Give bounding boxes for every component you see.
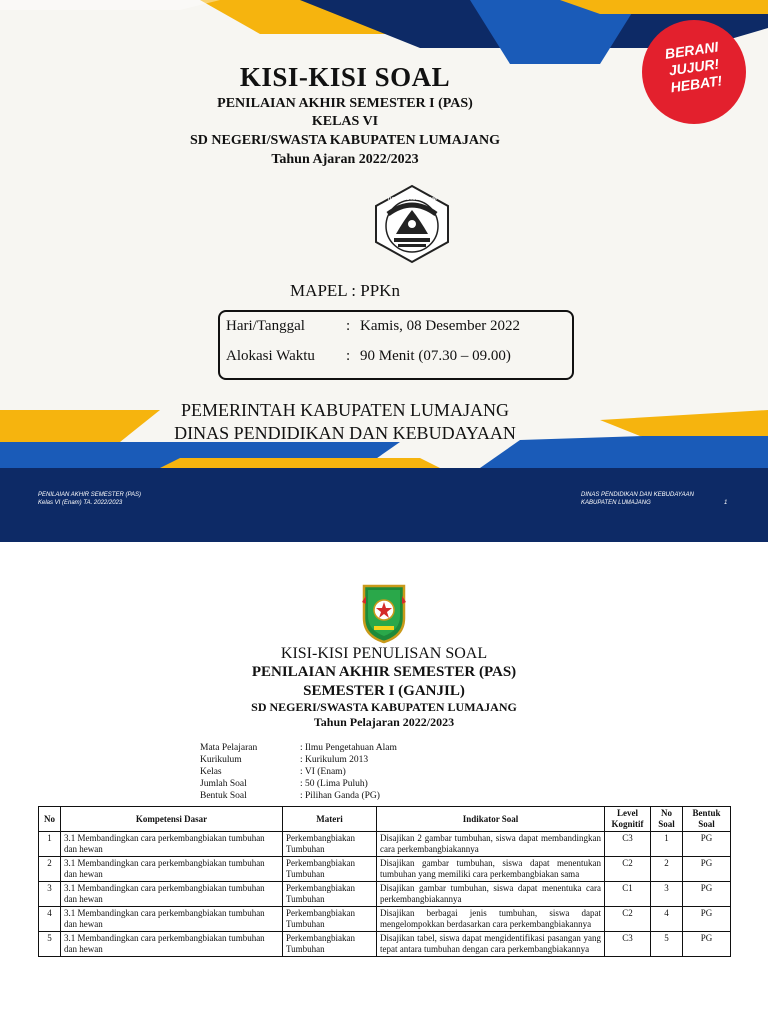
cell-no: 2 <box>39 857 61 882</box>
table-header-row <box>39 807 731 832</box>
cell-question-no: 2 <box>651 857 683 882</box>
cell-no: 4 <box>39 907 61 932</box>
cell-cognitive-level: C2 <box>605 907 651 932</box>
schedule-day-value: Kamis, 08 Desember 2022 <box>360 318 520 334</box>
header-question-no: No Soal <box>651 807 683 832</box>
table-row <box>39 932 731 957</box>
lumajang-crest-icon <box>360 582 408 644</box>
cell-competency: 3.1 Membandingkan cara perkembangbiakan tumbuhan dan hewan <box>61 882 283 907</box>
cell-question-type: PG <box>683 857 731 882</box>
header-cognitive-level: Level Kognitif <box>605 807 651 832</box>
grid-subtitle-school: SD NEGERI/SWASTA KABUPATEN LUMAJANG <box>251 700 517 714</box>
header-indicator: Indikator Soal <box>377 807 605 832</box>
cell-competency: 3.1 Membandingkan cara perkembangbiakan tumbuhan dan hewan <box>61 857 283 882</box>
emblem-label <box>370 184 454 214</box>
footer-left-line-2: Kelas VI (Enam) TA. 2022/2023 <box>38 500 123 506</box>
footer-right-line-2: KABUPATEN LUMAJANG <box>581 500 651 506</box>
cell-question-type: PG <box>683 932 731 957</box>
cell-competency: 3.1 Membandingkan cara perkembangbiakan tumbuhan dan hewan <box>61 932 283 957</box>
header-material: Materi <box>283 807 377 832</box>
cell-cognitive-level: C3 <box>605 832 651 857</box>
cell-cognitive-level: C2 <box>605 857 651 882</box>
cell-cognitive-level: C1 <box>605 882 651 907</box>
table-row <box>39 882 731 907</box>
agency-government: PEMERINTAH KABUPATEN LUMAJANG <box>181 400 509 420</box>
cell-competency: 3.1 Membandingkan cara perkembangbiakan tumbuhan dan hewan <box>61 832 283 857</box>
badge-text <box>639 35 749 100</box>
grid-subtitle-exam: PENILAIAN AKHIR SEMESTER (PAS) <box>251 664 517 680</box>
cell-competency: 3.1 Membandingkan cara perkembangbiakan tumbuhan dan hewan <box>61 907 283 932</box>
table-row <box>39 832 731 857</box>
table-row <box>39 857 731 882</box>
grid-title: KISI-KISI PENULISAN SOAL <box>280 645 488 662</box>
cell-no: 3 <box>39 882 61 907</box>
meta-value: : Kurikulum 2013 <box>300 755 369 765</box>
footer-right <box>581 491 694 507</box>
question-grid-table <box>38 806 731 957</box>
cover-subtitle-class: KELAS VI <box>311 114 379 129</box>
meta-label: Mata Pelajaran <box>200 743 258 753</box>
footer-left-line-1: PENILAIAN AKHIR SEMESTER (PAS) <box>38 492 142 498</box>
cell-material: Perkembangbiakan Tumbuhan <box>283 907 377 932</box>
cell-question-type: PG <box>683 907 731 932</box>
cell-indicator: Disajikan gambar tumbuhan, siswa dapat menentukan tumbuhan yang memiliki cara perkembangbiakan sama <box>377 857 605 882</box>
cell-material: Perkembangbiakan Tumbuhan <box>283 857 377 882</box>
schedule-day-label: Hari/Tanggal <box>226 318 305 334</box>
cell-material: Perkembangbiakan Tumbuhan <box>283 832 377 857</box>
schedule-time-value: 90 Menit (07.30 – 09.00) <box>360 348 511 364</box>
cell-question-no: 3 <box>651 882 683 907</box>
badge-line-2: JUJUR! <box>667 55 721 79</box>
schedule-box <box>218 310 574 380</box>
schedule-day-separator: : <box>346 318 351 334</box>
cell-no: 1 <box>39 832 61 857</box>
schedule-time-separator: : <box>346 348 351 364</box>
cell-indicator: Disajikan berbagai jenis tumbuhan, siswa dapat mengelompokkan berdasarkan cara perkembangbiakannya <box>377 907 605 932</box>
header-question-type: Bentuk Soal <box>683 807 731 832</box>
svg-text:TUT WURI HANDAYANI: TUT WURI HANDAYANI <box>387 196 437 201</box>
meta-value: : 50 (Lima Puluh) <box>300 779 368 789</box>
cover-subtitle-exam: PENILAIAN AKHIR SEMESTER I (PAS) <box>217 96 473 111</box>
meta-label: Kurikulum <box>200 755 242 765</box>
cell-indicator: Disajikan gambar tumbuhan, siswa dapat menentuka cara perkembangbiakannya <box>377 882 605 907</box>
berani-jujur-hebat-badge <box>642 20 746 124</box>
cell-indicator: Disajikan tabel, siswa dapat mengidentifikasi pasangan yang tepat antara tumbuhan dengan cara perkembangbiakannya <box>377 932 605 957</box>
cover-subtitle-school: SD NEGERI/SWASTA KABUPATEN LUMAJANG <box>190 133 500 148</box>
cell-question-type: PG <box>683 882 731 907</box>
cover-subtitle-year: Tahun Ajaran 2022/2023 <box>271 152 419 167</box>
meta-value: : Ilmu Pengetahuan Alam <box>300 743 397 753</box>
header-no: No <box>39 807 61 832</box>
header-competency: Kompetensi Dasar <box>61 807 283 832</box>
grid-page <box>0 542 768 1024</box>
meta-value: : Pilihan Ganda (PG) <box>300 791 380 801</box>
grid-subtitle-year: Tahun Pelajaran 2022/2023 <box>313 715 455 729</box>
cell-indicator: Disajikan 2 gambar tumbuhan, siswa dapat membandingkan cara perkembangbiakannya <box>377 832 605 857</box>
cell-question-no: 1 <box>651 832 683 857</box>
schedule-time-label: Alokasi Waktu <box>226 348 315 364</box>
cover-title: KISI-KISI SOAL <box>239 62 451 92</box>
badge-line-1: BERANI <box>663 38 720 62</box>
cell-question-type: PG <box>683 832 731 857</box>
footer-left <box>38 491 141 507</box>
footer-page-number: 1 <box>724 500 728 506</box>
cell-material: Perkembangbiakan Tumbuhan <box>283 932 377 957</box>
cell-material: Perkembangbiakan Tumbuhan <box>283 882 377 907</box>
agency-education-office: DINAS PENDIDIKAN DAN KEBUDAYAAN <box>174 423 516 443</box>
footer-right-line-1: DINAS PENDIDIKAN DAN KEBUDAYAAN <box>581 492 694 498</box>
table-row <box>39 907 731 932</box>
cell-no: 5 <box>39 932 61 957</box>
cell-question-no: 4 <box>651 907 683 932</box>
cell-question-no: 5 <box>651 932 683 957</box>
meta-value: : VI (Enam) <box>300 767 346 777</box>
grid-subtitle-semester: SEMESTER I (GANJIL) <box>303 683 465 699</box>
meta-label: Kelas <box>200 767 222 777</box>
meta-label: Bentuk Soal <box>200 791 247 801</box>
meta-label: Jumlah Soal <box>200 779 247 789</box>
subject-label: MAPEL : PPKn <box>290 281 400 300</box>
badge-line-3: HEBAT! <box>669 72 724 96</box>
cell-cognitive-level: C3 <box>605 932 651 957</box>
